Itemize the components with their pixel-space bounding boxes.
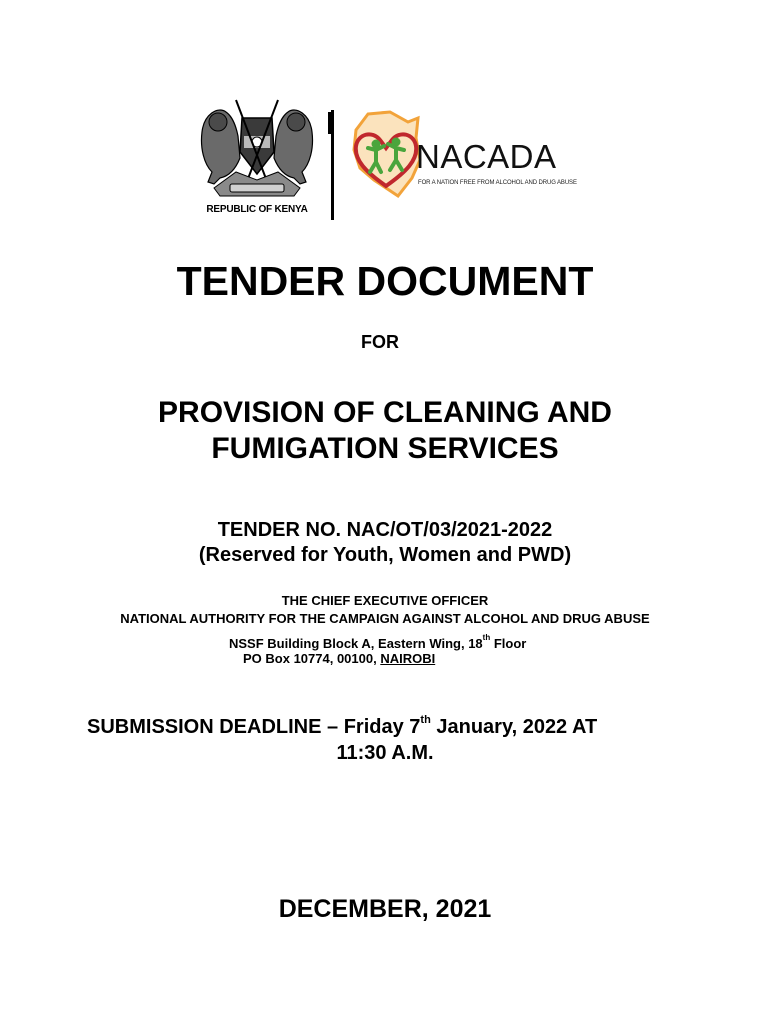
document-date: DECEMBER, 2021 <box>278 895 492 923</box>
nacada-logo-text: NACADA <box>416 138 557 175</box>
organization-name: NATIONAL AUTHORITY FOR THE CAMPAIGN AGAINST ALCOHOL AND DRUG ABUSE <box>120 611 650 626</box>
logo-divider <box>331 110 334 220</box>
service-title-line-2: FUMIGATION SERVICES <box>211 432 559 465</box>
deadline-prefix: SUBMISSION DEADLINE – Friday 7 <box>87 716 421 738</box>
header-logos <box>190 92 600 222</box>
address-building-text: NSSF Building Block A, Eastern Wing, 18 <box>229 636 483 651</box>
address-city: NAIROBI <box>380 651 436 666</box>
addressee: THE CHIEF EXECUTIVE OFFICER <box>281 593 489 608</box>
deadline-sup: th <box>420 714 431 726</box>
nacada-tagline: FOR A NATION FREE FROM ALCOHOL AND DRUG ABUSE <box>418 180 577 186</box>
address-building-suffix: Floor <box>490 636 527 651</box>
address-building-sup: th <box>482 633 491 642</box>
service-title-line-1: PROVISION OF CLEANING AND <box>158 396 612 429</box>
for-label: FOR <box>361 332 399 352</box>
coat-of-arms-caption: REPUBLIC OF KENYA <box>206 204 308 215</box>
document-title: TENDER DOCUMENT <box>176 258 594 304</box>
address-building <box>229 633 526 651</box>
deadline-suffix: January, 2022 AT <box>430 716 598 738</box>
submission-deadline <box>87 714 597 739</box>
address-po-box <box>243 651 435 666</box>
address-po-box-text: PO Box 10774, 00100, <box>243 651 381 666</box>
kenya-coat-of-arms-icon <box>196 92 318 204</box>
tender-reservation: (Reserved for Youth, Women and PWD) <box>198 544 572 566</box>
nacada-emblem-icon <box>346 108 426 200</box>
deadline-time: 11:30 A.M. <box>336 742 434 764</box>
tender-number: TENDER NO. NAC/OT/03/2021-2022 <box>217 519 553 541</box>
